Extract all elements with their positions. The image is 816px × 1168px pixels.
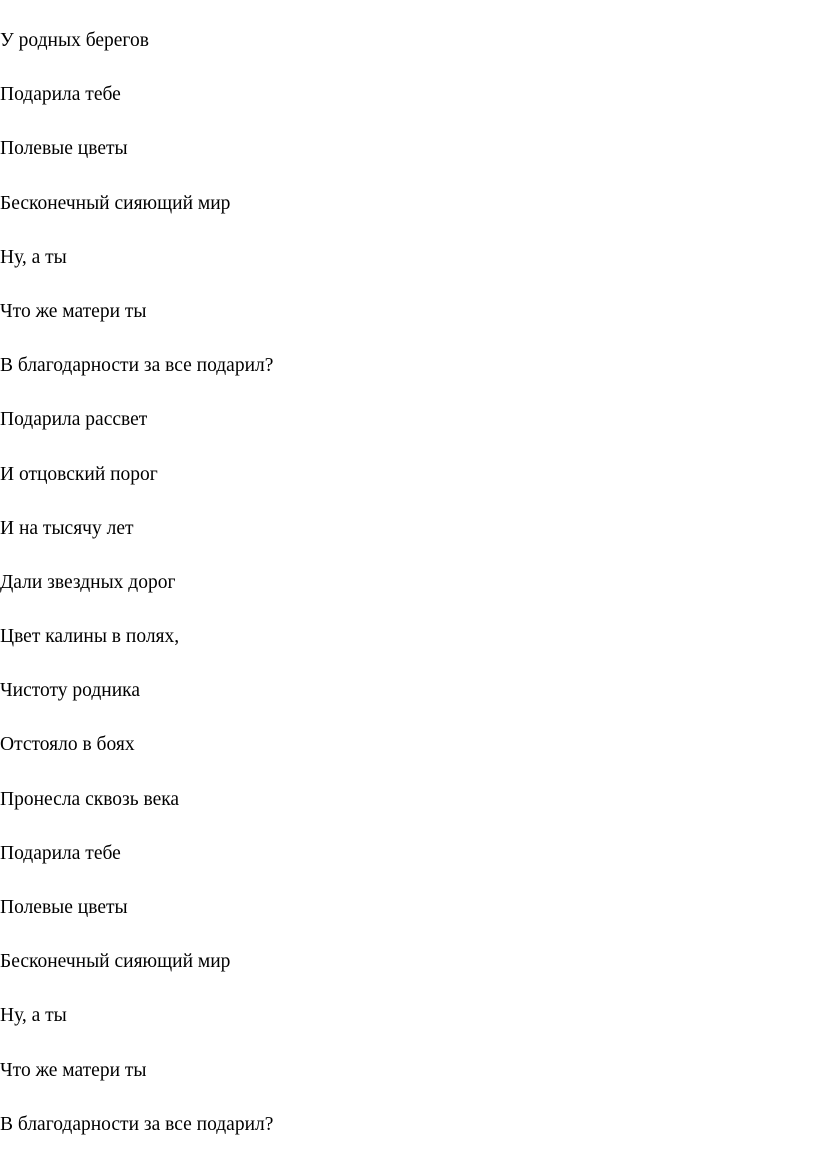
text-line: И на тысячу лет [0, 517, 134, 539]
text-line: Отстояло в боях [0, 734, 135, 756]
text-line: В благодарности за все подарил? [0, 1113, 274, 1135]
text-line: Полевые цветы [0, 897, 128, 918]
text-line: Цвет калины в полях, [0, 626, 180, 648]
document-body [0, 30, 816, 1168]
text-line: Пронесла сквозь века [0, 788, 180, 810]
text-line: У родных берегов [0, 30, 149, 51]
text-line: Чистоту родника [0, 680, 140, 702]
text-line: Подарила тебе [0, 84, 121, 106]
text-line: Полевые цветы [0, 138, 128, 160]
text-line: Подарила рассвет [0, 409, 148, 431]
text-line: Подарила тебе [0, 842, 121, 864]
text-line: Что же матери ты [0, 300, 147, 322]
text-line: Бесконечный сияющий мир [0, 192, 231, 214]
text-line: И отцовский порог [0, 463, 158, 485]
text-line: В благодарности за все подарил? [0, 355, 274, 377]
text-line: Бесконечный сияющий мир [0, 951, 231, 973]
text-line: Что же матери ты [0, 1059, 147, 1081]
text-line: Дали звездных дорог [0, 571, 176, 593]
text-line: Ну, а ты [0, 1005, 67, 1027]
text-line: Ну, а ты [0, 246, 67, 268]
